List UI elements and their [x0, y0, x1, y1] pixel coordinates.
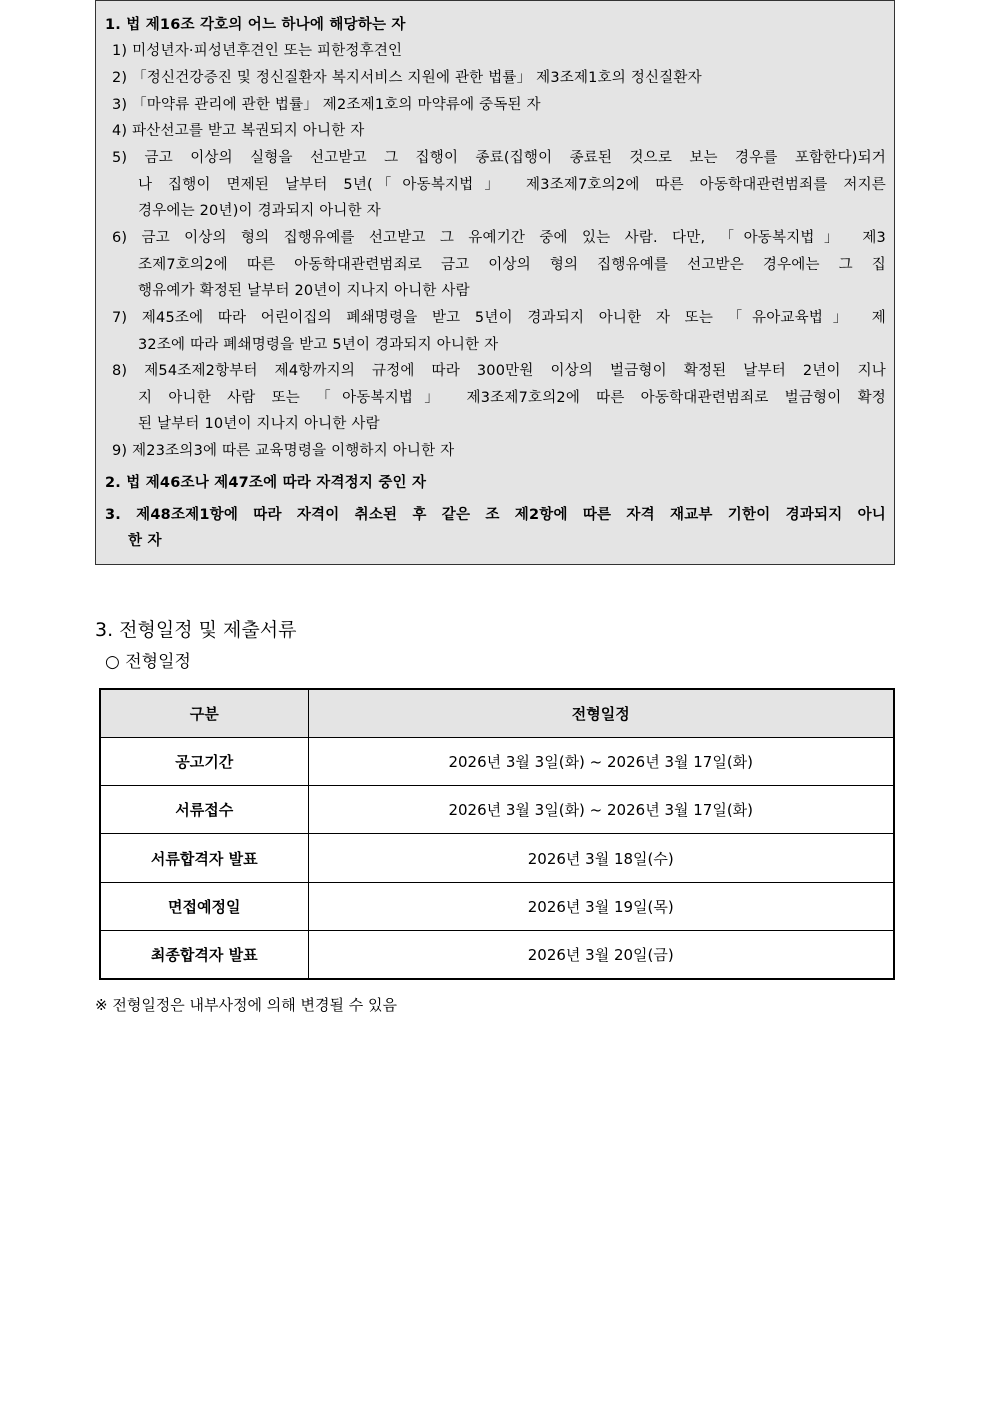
section-subtitle: ○ 전형일정 — [105, 652, 191, 672]
schedule-note: ※ 전형일정은 내부사정에 의해 변경될 수 있음 — [95, 996, 397, 1014]
item1-sub5-line2: 나 집행이 면제된 날부터 5년(「아동복지법」 제3조제7호의2에 따른 아동학대관련범죄를 저지른 — [138, 177, 886, 193]
row-label: 면접예정일 — [100, 882, 308, 930]
item1-title: 1. 법 제16조 각호의 어느 하나에 해당하는 자 — [105, 17, 406, 33]
table-header-row — [100, 689, 894, 738]
disqualification-box — [95, 0, 895, 565]
item1-sub9: 9) 제23조의3에 따른 교육명령을 이행하지 아니한 자 — [112, 443, 455, 459]
item1-sub6-line2: 조제7호의2에 따른 아동학대관련범죄로 금고 이상의 형의 집행유예를 선고받은 경우에는 그 집 — [138, 257, 886, 273]
item1-sub8-line1: 8) 제54조제2항부터 제4항까지의 규정에 따라 300만원 이상의 벌금형이 확정된 날부터 2년이 지나 — [112, 363, 886, 379]
item1-sub8-line3: 된 날부터 10년이 지나지 아니한 사람 — [138, 416, 380, 432]
row-value: 2026년 3월 3일(화) ~ 2026년 3월 17일(화) — [308, 738, 894, 786]
row-label: 공고기간 — [100, 738, 308, 786]
table-row — [100, 786, 894, 834]
section-title: 3. 전형일정 및 제출서류 — [95, 619, 297, 641]
header-category: 구분 — [100, 689, 308, 738]
row-value: 2026년 3월 20일(금) — [308, 930, 894, 979]
item1-sub5-line3: 경우에는 20년)이 경과되지 아니한 자 — [138, 203, 381, 219]
schedule-table — [99, 688, 895, 980]
row-value: 2026년 3월 18일(수) — [308, 834, 894, 882]
table-row — [100, 882, 894, 930]
item1-sub6-line3: 행유예가 확정된 날부터 20년이 지나지 아니한 사람 — [138, 283, 470, 299]
row-label: 서류접수 — [100, 786, 308, 834]
item1-sub7-line2: 32조에 따라 폐쇄명령을 받고 5년이 경과되지 아니한 자 — [138, 337, 499, 353]
row-label: 최종합격자 발표 — [100, 930, 308, 979]
row-value: 2026년 3월 19일(목) — [308, 882, 894, 930]
item1-sub5-line1: 5) 금고 이상의 실형을 선고받고 그 집행이 종료(집행이 종료된 것으로 보는 경우를 포함한다)되거 — [112, 150, 886, 166]
table-row — [100, 930, 894, 979]
item1-sub6-line1: 6) 금고 이상의 형의 집행유예를 선고받고 그 유예기간 중에 있는 사람. 다만, 「아동복지법」 제3 — [112, 230, 886, 246]
item1-sub2: 2) 「정신건강증진 및 정신질환자 복지서비스 지원에 관한 법률」 제3조제1호의 정신질환자 — [112, 70, 702, 86]
table-row — [100, 834, 894, 882]
item1-sub3: 3) 「마약류 관리에 관한 법률」 제2조제1호의 마약류에 중독된 자 — [112, 97, 541, 113]
item1-sub4: 4) 파산선고를 받고 복권되지 아니한 자 — [112, 123, 365, 139]
table-row — [100, 738, 894, 786]
item1-sub1: 1) 미성년자·피성년후견인 또는 피한정후견인 — [112, 43, 403, 59]
item2: 2. 법 제46조나 제47조에 따라 자격정지 중인 자 — [105, 475, 427, 491]
item1-sub8-line2: 지 아니한 사람 또는 「아동복지법」 제3조제7호의2에 따른 아동학대관련범죄로 벌금형이 확정 — [138, 390, 886, 406]
header-schedule: 전형일정 — [308, 689, 894, 738]
row-label: 서류합격자 발표 — [100, 834, 308, 882]
item3-line1: 3. 제48조제1항에 따라 자격이 취소된 후 같은 조 제2항에 따른 자격 재교부 기한이 경과되지 아니 — [105, 507, 886, 523]
row-value: 2026년 3월 3일(화) ~ 2026년 3월 17일(화) — [308, 786, 894, 834]
item1-sub7-line1: 7) 제45조에 따라 어린이집의 폐쇄명령을 받고 5년이 경과되지 아니한 자 또는 「유아교육법」 제 — [112, 310, 886, 326]
item3-line2: 한 자 — [128, 533, 162, 549]
